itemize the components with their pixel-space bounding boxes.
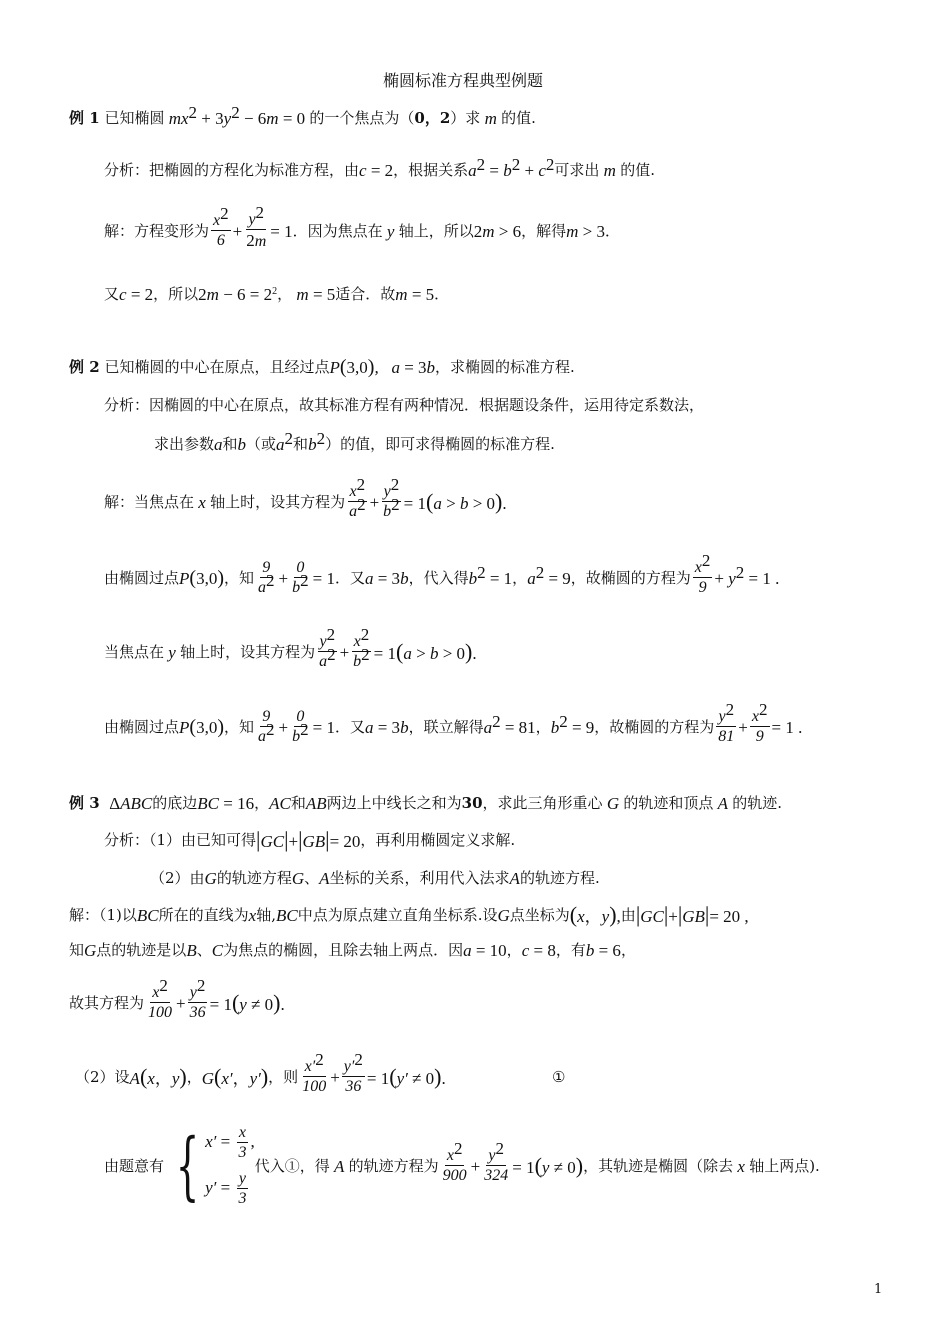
ex2-question: 例 2 已知椭圆的中心在原点，且经过点 P(3,0), a = 3b ，求椭圆的标准方程. [69, 356, 575, 378]
ex3-analysis-2: （2）由 G 的轨迹方程 G 、 A 坐标的关系，利用代入法求 A 的轨迹方程. [150, 869, 600, 888]
ex2-solution-3: 当焦点在 y 轴上时，设其方程为 $y^2$ $a^2$ + $\frac{x^2}{b^2}$ = 1(a > b > 0). [104, 625, 477, 670]
ex3-question: 例 3 ΔABC 的底边 BC = 16 ， AC 和 AB 两边上中线长之和为 30 ，求此三角形重心 G 的轨迹和顶点 A 的轨迹. [69, 794, 783, 813]
ex3-solution-2: 知 G 点的轨迹是以 B 、 C 为焦点的椭圆，且除去轴上两点．因 a = 10 ， c = 8 ，有 b = 6 ， [69, 941, 636, 960]
ex1-question: 例 1 已知椭圆 $mx^2 + 3y^2 - 6m = 0$ 的一个焦点为（ 0，2 ）求 m 的值. [69, 103, 536, 128]
ex3-solution-5: 由题意有 { x′ = $\frac{x}{3}$ , y′ = $\frac{y}{3}$ 代入①，得 A 的轨迹方程为 $x^2$ 900 + $\frac{y^2}{324}$ = 1(y ≠ 0) ，其轨迹是椭圆（除去 x 轴上两点). [104, 1123, 820, 1209]
equation-marker: ① [552, 1068, 566, 1086]
ex3-solution-4: （2）设 A(x，y) ， G(x′，y′) ，则 $x'^2$ 100 + $\frac{y'^2}{36}$ = 1(y′ ≠ 0). [75, 1050, 446, 1095]
ex3-analysis-1: 分析：（1）由已知可得 |GC|+|GB|= 20 ，再利用椭圆定义求解. [104, 827, 516, 852]
page-title: 椭圆标准方程典型例题 [383, 71, 544, 90]
ex2-solution-1: 解：当焦点在 x 轴上时，设其方程为 $x^2$ $a^2$ + $\frac{y^2}{b^2}$ = 1(a > b > 0). [104, 475, 507, 520]
ex1-analysis: 分析：把椭圆的方程化为标准方程，由 c = 2 ，根据关系 $a^2 = b^2 + c^2$ 可求出 m 的值. [104, 155, 655, 180]
ex2-solution-2: 由椭圆过点 P(3,0) ，知 9 $a^2$ + $\frac{0}{b^2}$ = 1 ．又 a = 3b ，代入得 $b^2 = 1$ ， $a^2 = 9$ ，故椭圆的方程为 $x^2$ 9 + $y^2 = 1$ . [104, 551, 780, 596]
ex3-solution-3: 故其方程为 $x^2$ 100 + $\frac{y^2}{36}$ = 1(y ≠ 0). [69, 976, 285, 1021]
ex2-analysis-1: 分析：因椭圆的中心在原点，故其标准方程有两种情况．根据题设条件，运用待定系数法， [104, 396, 705, 414]
ex1-conclusion: 又 c = 2 ，所以 $2m - 6 = 2^2$ ， m = 5 适合．故 m = 5 ． [104, 285, 450, 304]
ex1-solution: 解：方程变形为 $x^2$ 6 + $\frac{y^2}{2m}$ = 1 ．因为焦点在 y 轴上，所以 2m > 6 ，解得 m > 3 ． [104, 203, 620, 250]
ex2-analysis-2: 求出参数 a 和 b （或 $a^2$ 和 $b^2$ ）的值，即可求得椭圆的标准方程. [154, 429, 555, 454]
page-number: 1 [874, 1282, 883, 1297]
ex3-solution-1: 解：（1)以 BC 所在的直线为 x 轴, BC 中点为原点建立直角坐标系.设 G 点坐标为 (x，y), 由 |GC|+|GB|= 20 , [69, 902, 749, 927]
ex2-solution-4: 由椭圆过点 P(3,0) ，知 9 $a^2$ + $\frac{0}{b^2}$ = 1 ．又 a = 3b ，联立解得 $a^2 = 81$ ， $b^2 = 9$ ，故椭圆的方程为 $y^2$ 81 + $\frac{x^2}{9}$ = 1 . [104, 700, 803, 745]
